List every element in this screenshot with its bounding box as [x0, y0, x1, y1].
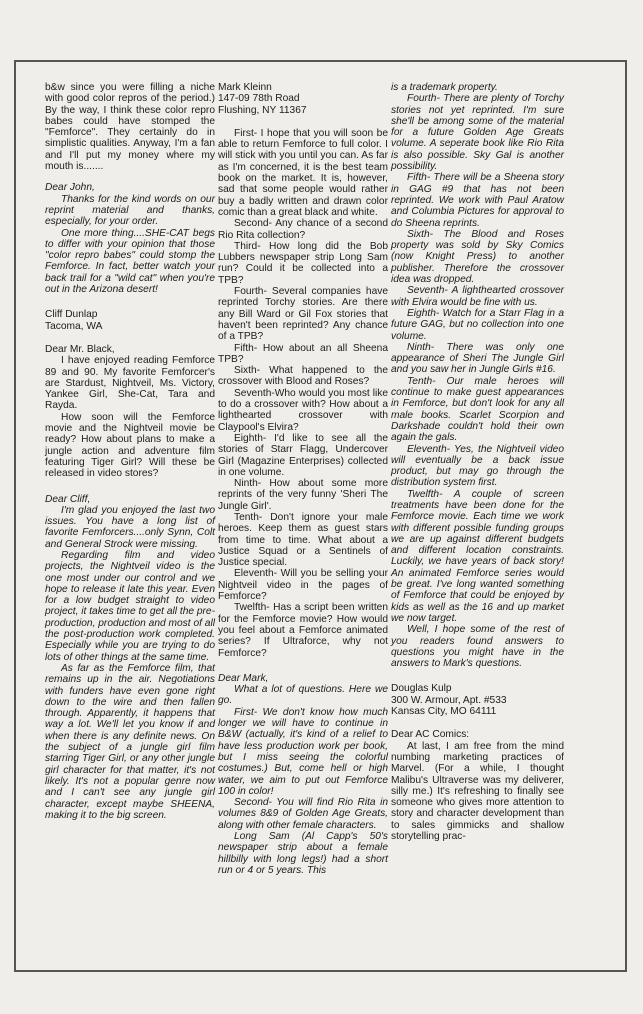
column-2 [218, 82, 388, 876]
letter-4-address [391, 683, 564, 717]
reply-3-paragraph: Ninth- There was only one appearance of Sheri The Jungle Girl and you saw her in Jungle Girls #16. [391, 341, 564, 376]
letter-3-paragraph: Seventh-Who would you most like to do a crossover with? How about a lighthearted crossover with Claypool's Elvira? [218, 387, 388, 433]
reply-3-paragraph: Fifth- There will be a Sheena story in GAG #9 that has not been reprinted. We work with Paul Aratow and Columbia Pictures for approval to do Sheena reprints. [391, 172, 564, 229]
letter-2-salutation: Dear Mr. Black, [45, 343, 115, 355]
letter-3-paragraph: Third- How long did the Bob Lubbers newspaper strip Long Sam run? Could it be collected into a TPB? [218, 240, 388, 286]
reply-3-paragraph: Seventh- A lighthearted crossover with Elvira would be fine with us. [391, 285, 564, 308]
letter-3-paragraph: Fourth- Several companies have reprinted Torchy stories. Are there any Bill Ward or Gil Fox stories that haven't been reprinted? Any chance of a TPB? [218, 286, 388, 343]
letter-3-city: Flushing, NY 11367 [218, 104, 307, 116]
reply-1-salutation: Dear John, [45, 182, 95, 194]
letter-4-street: 300 W. Armour, Apt. #533 [391, 694, 507, 706]
reply-2-paragraph: As far as the Femforce film, that remains up in the air. Negotiations with funders have even gone right down to the wire and then fallen through. Apparently, it happens that way a lot. We'll let you know if and when there is any definite news. On the subject of a jungle girl film starring Tiger Girl, or any other jungle girl character for that matter, it's not likely. It's not a popular genre now and I can't see any jungle girl character, except maybe SHEENA, making it to the big screen. [45, 662, 215, 821]
letter-1-ending: b&w since you were filling a niche with good color repros of the period.) By the way, I think these color repro babes could have stomped the "Femforce". They certainly do in simplistic qualities. Anyway, I'm a fan and I'll put my money where my mouth is....... [45, 82, 215, 173]
letter-3-paragraph: Sixth- What happened to the crossover with Blood and Roses? [218, 365, 388, 388]
reply-3-paragraph: Tenth- Our male heroes will continue to make guest appearances in Femforce, but don't look for any all male books. Scarlet Scorpion and Darkshade couldn't hold their own again the gals. [391, 375, 564, 444]
letter-2-signature [45, 309, 215, 332]
letter-3-paragraph: Fifth- How about an all Sheena TPB? [218, 342, 388, 365]
letter-3-paragraph: Tenth- Don't ignore your male heroes. Keep them as guest stars from time to time. What about a Justice Squad or a Sentinels of Justice special. [218, 511, 388, 569]
letter-2-paragraph: I have enjoyed reading Femforce 89 and 90. My favorite Femforcer's are Stardust, Nightveil, Ms. Victory, Yankee Girl, She-Cat, Tara and Rayda. [45, 355, 215, 412]
letter-3-paragraph: Twelfth- Has a script been written for the Femforce movie? How would you feel about a Femforce animated series? If Ultraforce, why not Femforce? [218, 602, 388, 659]
letter-4-name: Douglas Kulp [391, 683, 452, 695]
reply-3-salutation: Dear Mark, [218, 672, 269, 684]
column-3 [391, 82, 564, 842]
letter-3-paragraph: First- I hope that you will soon be able to return Femforce to full color. I will stick with you until you can. As far as I'm concerned, it is the best team book on the market. It is, however, sad that some people would rather buy a badly written and drawn color comic than a great black and white. [218, 127, 388, 218]
letter-2-paragraph: How soon will the Femforce movie and the Nightveil movie be ready? How about plans to make a jungle action and adventure film featuring Tiger Girl? Will these be released in video stores? [45, 411, 215, 480]
letter-2-name: Cliff Dunlap [45, 309, 98, 321]
reply-3-paragraph: Second- You will find Rio Rita in volumes 8&9 of Golden Age Greats, along with other female characters. [218, 797, 388, 831]
letter-4-paragraph: At last, I am free from the mind numbing marketing practices of Marvel. (For a while, I thought Malibu's Ultraverse was my deliverer, silly me.) It's refreshing to finally see someone who gives more attention to story and character development than to sales gimmicks and shallow storytelling prac- [391, 740, 564, 842]
reply-3-paragraph: First- We don't know how much longer we will have to continue in B&W (actually, it's kind of a relief to have less production work per book, but I miss seeing the colorful costumes.) But, come hell or high water, we aim to put out Femforce 100 in color! [218, 706, 388, 797]
reply-1-paragraph: One more thing....SHE-CAT begs to differ with your opinion that those "color repro babes" could stomp the Femforce. In fact, better watch your back trail for a "wild cat" when you're out in the Arizona desert! [45, 227, 215, 296]
reply-2-paragraph: Regarding film and video projects, the Nightveil video is the one most under our control and we hope to release it late this year. Even for a low budget straight to video project, it takes time to get all the pre-production, production and most of all the post-production work completed. Especially while you are trying to do lots of other things at the same time. [45, 549, 215, 663]
reply-1-paragraph: Thanks for the kind words on our reprint material and thanks, especially, for your order. [45, 193, 215, 228]
letter-3-paragraph: Eighth- I'd like to see all the stories of Starr Flagg, Undercover Girl (Magazine Enterprises) collected in one volume. [218, 432, 388, 478]
reply-3-paragraph: Eighth- Watch for a Starr Flag in a future GAG, but no collection into one volume. [391, 307, 564, 342]
reply-3-paragraph: What a lot of questions. Here we go. [218, 684, 388, 707]
reply-3-paragraph: Sixth- The Blood and Roses property was sold by Sky Comics (now Knight Press) to another publisher. Therefore the crossover idea was dropped. [391, 228, 564, 286]
column-1 [45, 82, 215, 821]
reply-3-paragraph: Well, I hope some of the rest of you readers found answers to questions you might have in the answers to Mark's questions. [391, 624, 564, 670]
reply-2-salutation: Dear Cliff, [45, 493, 91, 505]
letter-4-salutation: Dear AC Comics: [391, 729, 470, 741]
letter-4-city: Kansas City, MO 64111 [391, 706, 497, 718]
reply-2-paragraph: I'm glad you enjoyed the last two issues. You have a long list of favorite Femforcers....only Synn, Colt and General Strock were missing. [45, 504, 215, 550]
letter-3-paragraph: Ninth- How about some more reprints of the very funny 'Sheri The Jungle Girl'. [218, 478, 388, 512]
letter-3-address [218, 82, 388, 116]
reply-3-continued: is a trademark property. [391, 82, 498, 93]
reply-3-paragraph: Fourth- There are plenty of Torchy stories not yet reprinted. I'm sure she'll be among some of the material for a future Golden Age Greats volume. A seperate book like Rio Rita is also possible. Sky Gal is another possibility. [391, 93, 564, 173]
letter-3-paragraph: Second- Any chance of a second Rio Rita collection? [218, 218, 388, 241]
letter-3-paragraph: Eleventh- Will you be selling your Nightveil video in the pages of Femforce? [218, 568, 388, 603]
letter-2-city: Tacoma, WA [45, 320, 103, 332]
reply-3-paragraph: Long Sam (Al Capp's 50's newspaper strip about a female hillbilly with long legs!) had a short run or 4 or 5 years. This [218, 831, 388, 876]
reply-3-paragraph: Eleventh- Yes, the Nightveil video will eventually be a back issue product, but may go through the distribution system first. [391, 443, 564, 489]
letter-3-street: 147-09 78th Road [218, 93, 300, 105]
letter-3-name: Mark Kleinn [218, 82, 272, 93]
reply-3-paragraph: Twelfth- A couple of screen treatments have been done for the Femforce movie. Each time we work with different possible funding groups we are up against different budgets and different location constraints. Luckily, we have years of back story! An animated Femforce series would be great. I've long wanted something of Femforce that could be enjoyed by kids as well as the 16 and up market we now target. [391, 488, 564, 624]
